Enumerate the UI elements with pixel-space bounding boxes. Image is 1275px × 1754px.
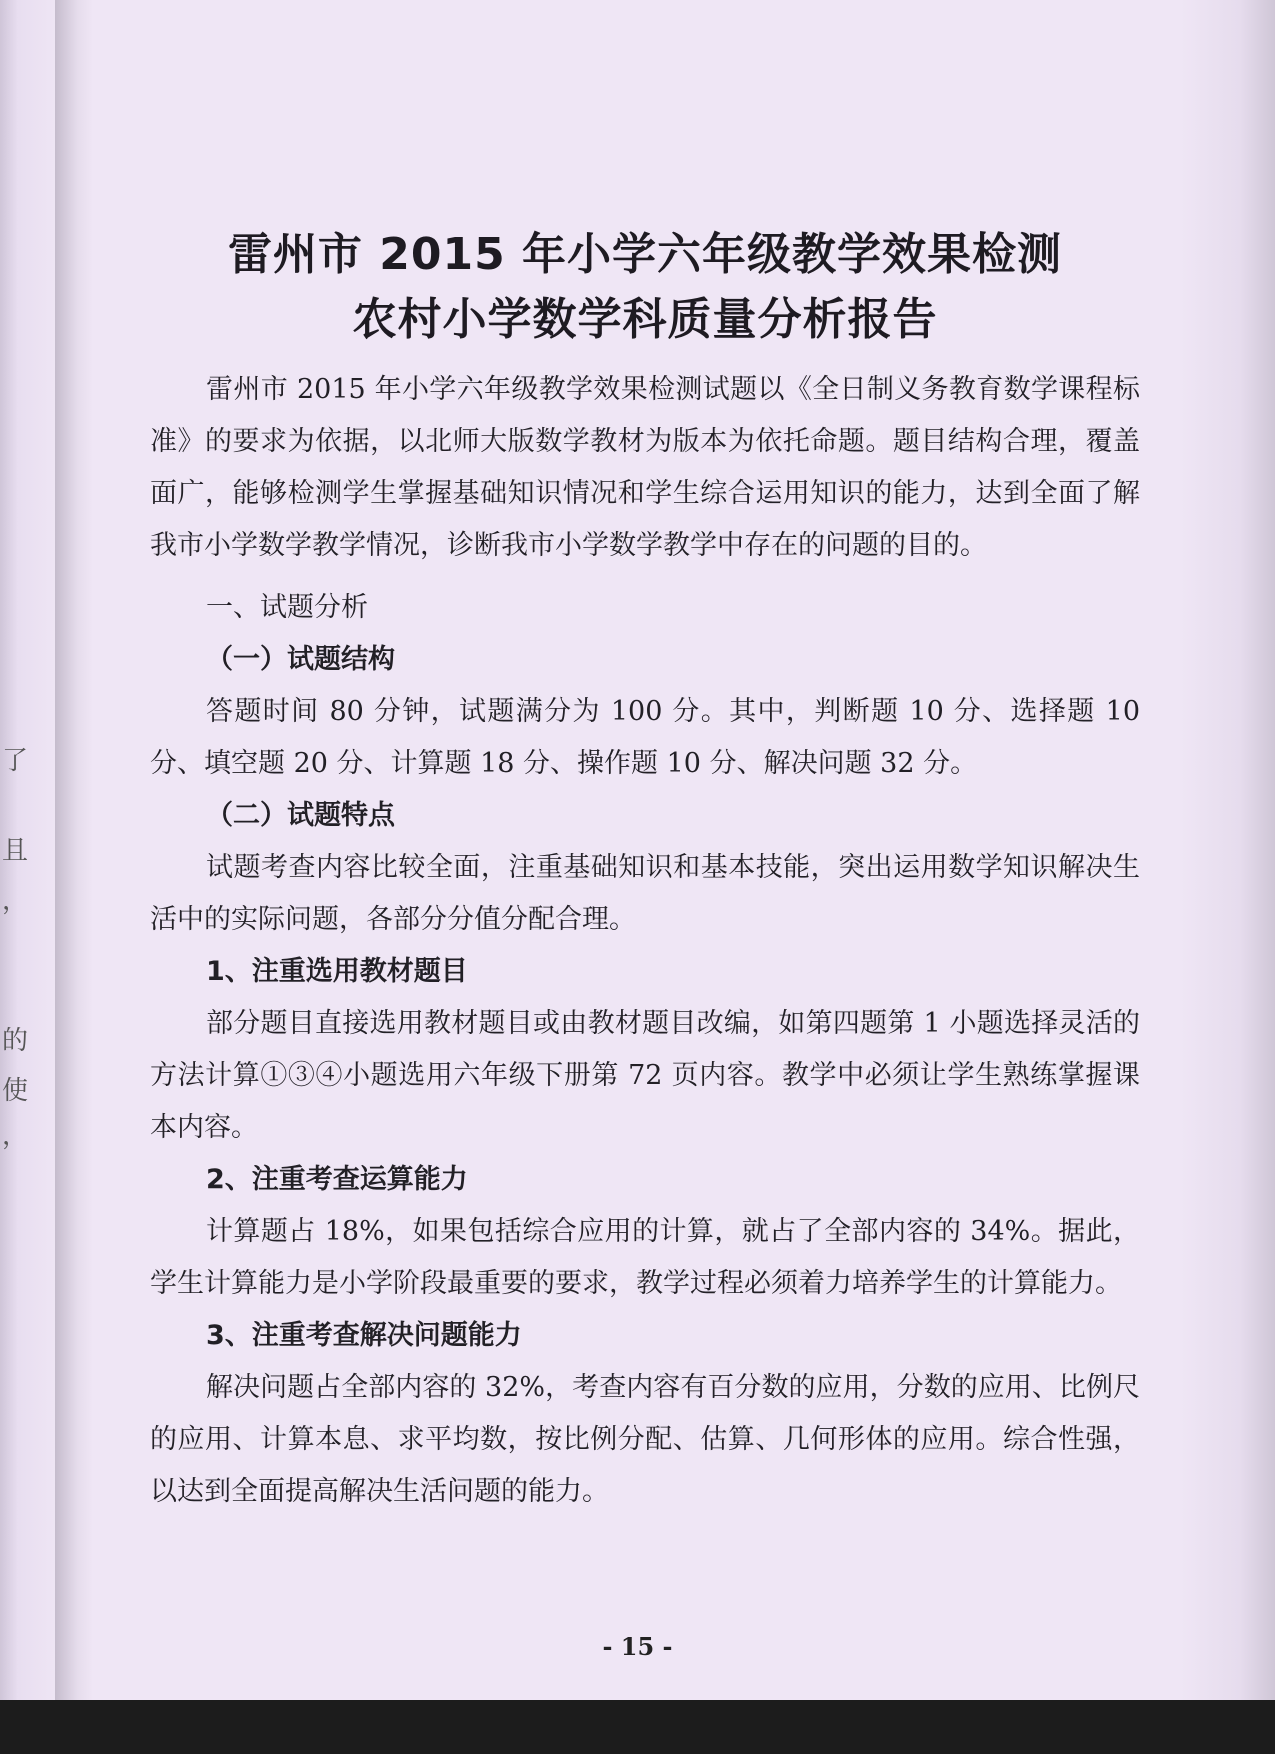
margin-fragment: 了 (2, 746, 29, 776)
test-features-paragraph: 试题考查内容比较全面，注重基础知识和基本技能，突出运用数学知识解决生活中的实际问题，各部分分值分配合理。 (150, 852, 1140, 935)
scan-bottom-border (0, 1700, 1275, 1754)
page-number: - 15 - (602, 1632, 673, 1661)
subheading-test-features: （二）试题特点 (206, 800, 395, 831)
margin-fragment: 且 (2, 836, 29, 866)
point-heading-textbook: 1、注重选用教材题目 (206, 956, 468, 987)
point-heading-computation: 2、注重考查运算能力 (206, 1164, 468, 1195)
margin-fragment: 的 (2, 1026, 29, 1056)
textbook-paragraph: 部分题目直接选用教材题目或由教材题目改编，如第四题第 1 小题选择灵活的方法计算①③④小题选用六年级下册第 72 页内容。教学中必须让学生熟练掌握课本内容。 (150, 1008, 1140, 1143)
report-title-line-2: 农村小学数学科质量分析报告 (352, 294, 938, 345)
problem-solving-paragraph: 解决问题占全部内容的 32%，考查内容有百分数的应用，分数的应用、比例尺的应用、计算本息、求平均数，按比例分配、估算、几何形体的应用。综合性强，以达到全面提高解决生活问题的能力。 (150, 1372, 1140, 1507)
test-structure-paragraph: 答题时间 80 分钟，试题满分为 100 分。其中，判断题 10 分、选择题 10 分、填空题 20 分、计算题 18 分、操作题 10 分、解决问题 32 分。 (150, 696, 1140, 779)
report-title-line-1: 雷州市 2015 年小学六年级教学效果检测 (227, 229, 1063, 280)
binding-shadow (55, 0, 93, 1700)
subheading-test-structure: （一）试题结构 (206, 644, 395, 675)
intro-paragraph: 雷州市 2015 年小学六年级教学效果检测试题以《全日制义务教育数学课程标准》的要求为依据，以北师大版数学教材为版本为依托命题。题目结构合理，覆盖面广，能够检测学生掌握基础知识情况和学生综合运用知识的能力，达到全面了解我市小学数学教学情况，诊断我市小学数学教学中存在的问题的目的。 (150, 374, 1140, 561)
margin-fragment: 使 (2, 1076, 29, 1106)
margin-fragment: ， (2, 886, 29, 916)
point-heading-problem-solving: 3、注重考查解决问题能力 (206, 1320, 522, 1351)
facing-page-edge (0, 0, 40, 1700)
section-heading-test-analysis: 一、试题分析 (206, 592, 368, 623)
margin-fragment: ， (2, 1121, 29, 1151)
computation-paragraph: 计算题占 18%，如果包括综合应用的计算，就占了全部内容的 34%。据此，学生计算能力是小学阶段最重要的要求，教学过程必须着力培养学生的计算能力。 (150, 1216, 1140, 1299)
